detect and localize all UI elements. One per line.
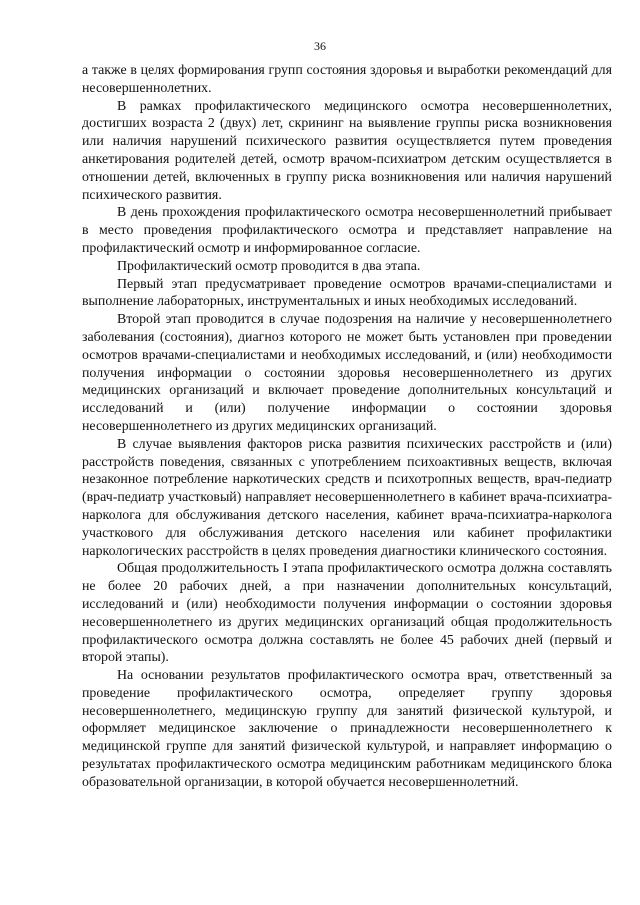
paragraph: а также в целях формирования групп состояния здоровья и выработки рекомендаций для несовершеннолетних.	[82, 63, 612, 96]
paragraph: Первый этап предусматривает проведение осмотров врачами-специалистами и выполнение лабораторных, инструментальных и иных необходимых исследований.	[82, 276, 612, 310]
paragraph: В рамках профилактического медицинского осмотра несовершеннолетних, достигших возраста 2 (двух) лет, скрининг на выявление группы риска возникновения или наличия нарушений психического развития осуществляется путем проведения анкетирования родителей детей, осмотр врачом-психиатром детским осуществляется в отношении детей, включенных в группу риска возникновения или наличия нарушений психического развития.	[82, 98, 612, 203]
paragraph: Общая продолжительность I этапа профилактического осмотра должна составлять не более 20 рабочих дней, а при назначении дополнительных консультаций, исследований и (или) необходимости получения информации о состоянии здоровья несовершеннолетнего из других медицинских организаций общая продолжительность профилактического осмотра должна составлять не более 45 рабочих дней (первый и второй этапы).	[82, 561, 612, 666]
paragraph: Второй этап проводится в случае подозрения на наличие у несовершеннолетнего заболевания (состояния), диагноз которого не может быть установлен при проведении осмотров врачами-специалистами и необходимых исследований, и (или) необходимости получения информации о состоянии здоровья несовершеннолетнего из других медицинских организаций и включает проведение дополнительных консультаций и исследований и (или) получение информации о состоянии здоровья несовершеннолетнего из других медицинских организаций.	[82, 312, 612, 434]
paragraph: В день прохождения профилактического осмотра несовершеннолетний прибывает в место проведения профилактического осмотра и представляет направление на профилактический осмотр и информированное согласие.	[82, 205, 612, 256]
paragraph: На основании результатов профилактического осмотра врач, ответственный за проведение профилактического осмотра, определяет группу здоровья несовершеннолетнего, медицинскую группу для занятий физической культурой, и оформляет медицинское заключение о принадлежности несовершеннолетнего к медицинской группе для занятий физической культурой, и направляет информацию о результатах профилактического осмотра медицинским работникам медицинского блока образовательной организации, в которой обучается несовершеннолетний.	[82, 668, 612, 790]
paragraph: В случае выявления факторов риска развития психических расстройств и (или) расстройств поведения, связанных с употреблением психоактивных веществ, включая незаконное потребление наркотических средств и психотропных веществ, врач-педиатр (врач-педиатр участковый) направляет несовершеннолетнего в кабинет врача-психиатра-нарколога для обслуживания детского населения, кабинет врача-психиатра-нарколога участкового для обслуживания детского населения или кабинет профилактики наркологических расстройств в целях проведения диагностики клинического состояния.	[82, 436, 612, 559]
paragraph: Профилактический осмотр проводится в два этапа.	[117, 258, 421, 274]
page-number: 36	[314, 39, 326, 53]
document-body	[82, 62, 612, 792]
